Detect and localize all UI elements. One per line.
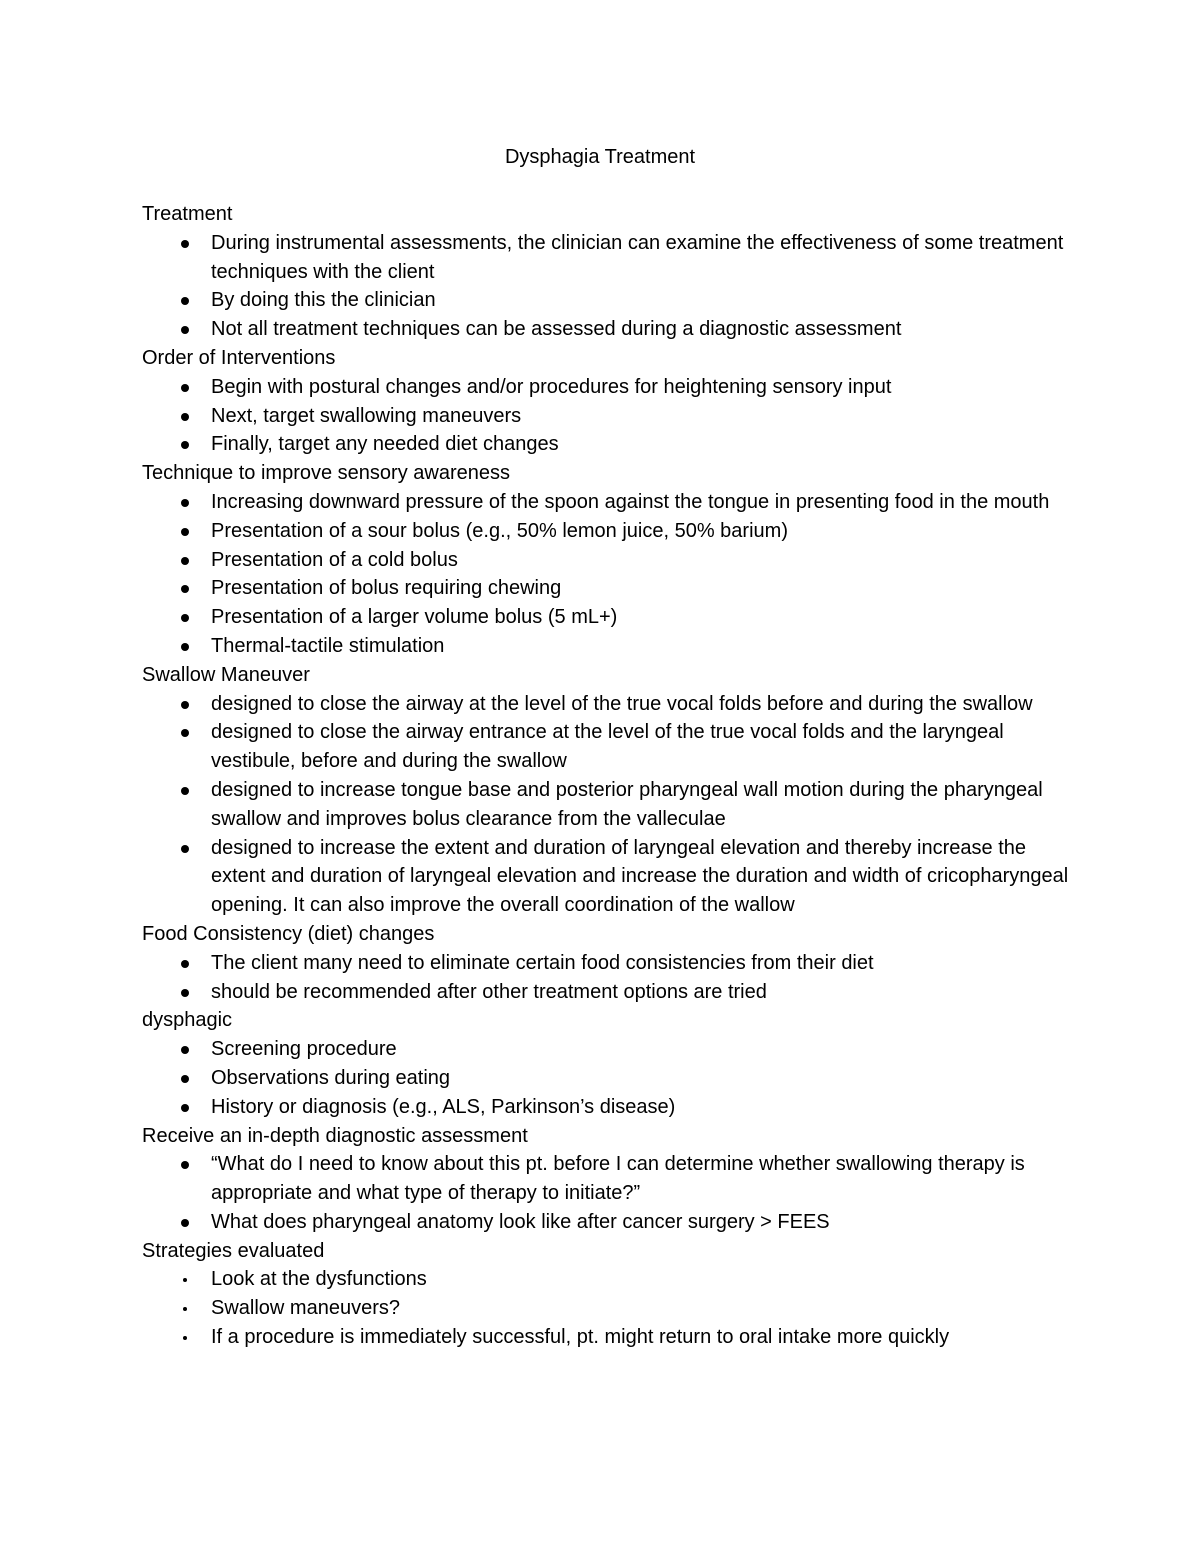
section-food-consistency xyxy=(142,920,1082,1006)
list-item: Screening procedure xyxy=(211,1035,1082,1064)
list-item: Swallow maneuvers? xyxy=(211,1294,1082,1323)
list-item: Finally, target any needed diet changes xyxy=(211,430,1082,459)
list-item: By doing this the clinician xyxy=(211,286,1082,315)
section-dysphagic xyxy=(142,1006,1082,1121)
list-item: Look at the dysfunctions xyxy=(211,1265,1082,1294)
list-item: designed to increase tongue base and posterior pharyngeal wall motion during the pharyngeal swallow and improves bolus clearance from the valleculae xyxy=(211,776,1082,834)
list-item: The client many need to eliminate certain food consistencies from their diet xyxy=(211,949,1082,978)
bullet-list xyxy=(142,690,1082,920)
list-item: Thermal-tactile stimulation xyxy=(211,632,1082,661)
list-item: “What do I need to know about this pt. before I can determine whether swallowing therapy is appropriate and what type of therapy to initiate?” xyxy=(211,1150,1082,1208)
list-item: Presentation of a cold bolus xyxy=(211,546,1082,575)
section-heading: Technique to improve sensory awareness xyxy=(142,462,510,485)
list-item: Presentation of a larger volume bolus (5 mL+) xyxy=(211,603,1082,632)
section-heading: Food Consistency (diet) changes xyxy=(142,922,435,945)
bullet-list xyxy=(142,373,1082,459)
section-sensory-awareness xyxy=(142,459,1082,661)
list-item: designed to increase the extent and duration of laryngeal elevation and thereby increase the extent and duration of laryngeal elevation and increase the duration and width of cricopharyngeal opening. It can also improve the overall coordination of the wallow xyxy=(211,834,1082,920)
section-heading: Strategies evaluated xyxy=(142,1239,325,1262)
list-item: Presentation of a sour bolus (e.g., 50% lemon juice, 50% barium) xyxy=(211,517,1082,546)
section-strategies-evaluated xyxy=(142,1237,1082,1352)
bullet-list xyxy=(142,488,1082,661)
section-treatment xyxy=(142,200,1082,344)
list-item: During instrumental assessments, the clinician can examine the effectiveness of some treatment techniques with the client xyxy=(211,229,1082,287)
bullet-list xyxy=(142,1035,1082,1121)
list-item: should be recommended after other treatment options are tried xyxy=(211,978,1082,1007)
bullet-list xyxy=(142,1265,1082,1351)
list-item: Next, target swallowing maneuvers xyxy=(211,402,1082,431)
section-heading: Receive an in-depth diagnostic assessment xyxy=(142,1124,528,1147)
list-item: Increasing downward pressure of the spoon against the tongue in presenting food in the mouth xyxy=(211,488,1082,517)
document-title: Dysphagia Treatment xyxy=(504,146,696,168)
section-order-of-interventions xyxy=(142,344,1082,459)
list-item: What does pharyngeal anatomy look like after cancer surgery > FEES xyxy=(211,1208,1082,1237)
section-heading: dysphagic xyxy=(142,1009,233,1032)
list-item: If a procedure is immediately successful, pt. might return to oral intake more quickly xyxy=(211,1323,1082,1352)
section-heading: Treatment xyxy=(142,203,233,225)
section-heading: Order of Interventions xyxy=(142,346,336,369)
list-item: History or diagnosis (e.g., ALS, Parkinson’s disease) xyxy=(211,1093,1082,1122)
document-body xyxy=(142,200,1082,1352)
list-item: Observations during eating xyxy=(211,1064,1082,1093)
bullet-list xyxy=(142,1150,1082,1236)
list-item: designed to close the airway at the level of the true vocal folds before and during the swallow xyxy=(211,690,1082,719)
bullet-list xyxy=(142,949,1082,1007)
list-item: Presentation of bolus requiring chewing xyxy=(211,574,1082,603)
section-heading: Swallow Maneuver xyxy=(142,663,310,686)
bullet-list xyxy=(142,229,1082,344)
list-item: Not all treatment techniques can be assessed during a diagnostic assessment xyxy=(211,315,1082,344)
list-item: designed to close the airway entrance at the level of the true vocal folds and the laryngeal vestibule, before and during the swallow xyxy=(211,718,1082,776)
list-item: Begin with postural changes and/or procedures for heightening sensory input xyxy=(211,373,1082,402)
section-diagnostic-assessment xyxy=(142,1122,1082,1237)
section-swallow-maneuver xyxy=(142,661,1082,920)
